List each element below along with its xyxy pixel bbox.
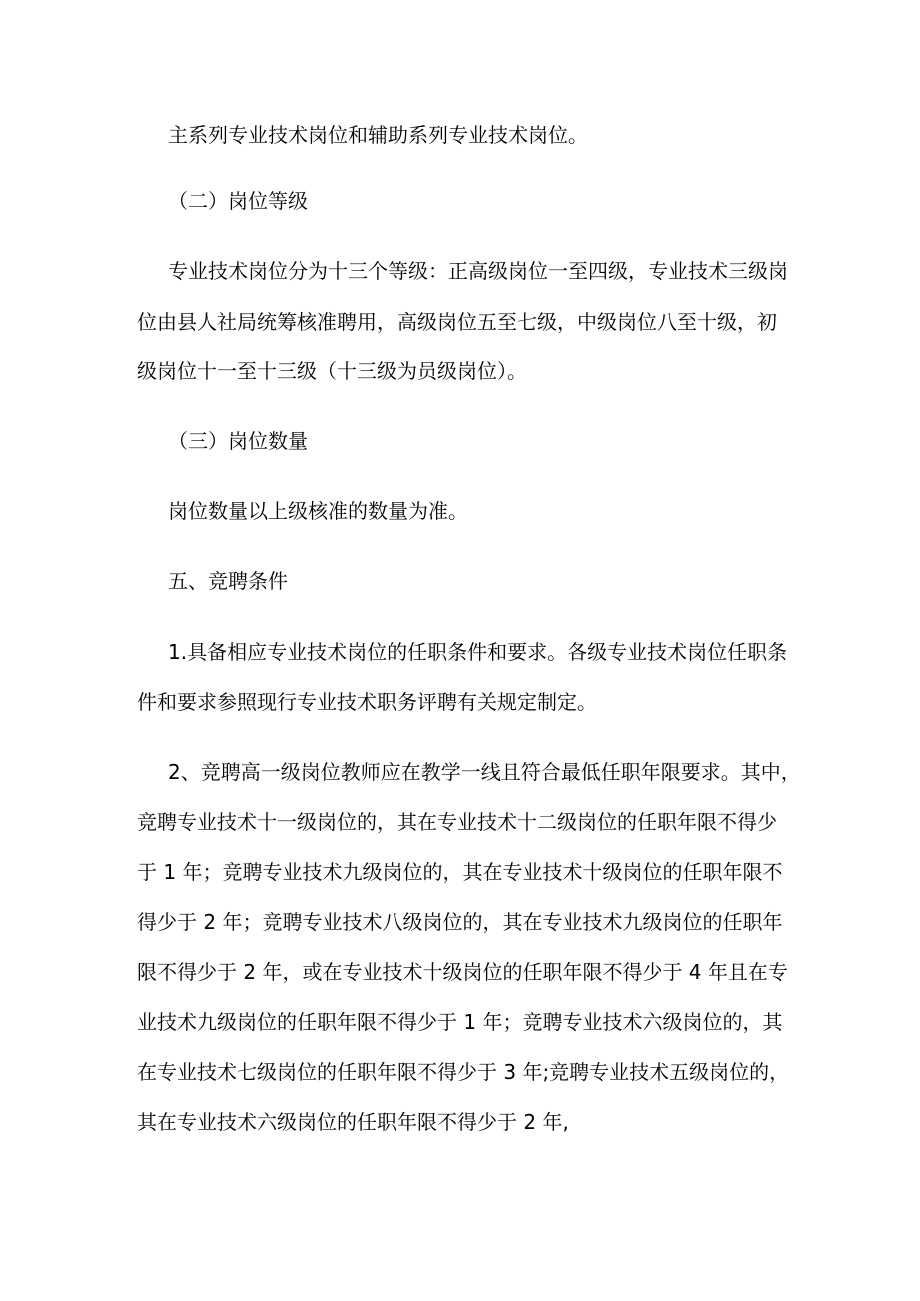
paragraph-line: 竞聘专业技术十一级岗位的，其在专业技术十二级岗位的任职年限不得少 [137,810,777,834]
paragraph-line: 位由县人社局统筹核准聘用，高级岗位五至七级，中级岗位八至十级，初 [137,310,777,334]
paragraph-line: 在专业技术七级岗位的任职年限不得少于 3 年;竞聘专业技术五级岗位的， [137,1060,790,1084]
paragraph-line: 级岗位十一至十三级（十三级为员级岗位）。 [137,359,527,383]
section-heading: （三）岗位数量 [168,429,308,453]
section-heading: （二）岗位等级 [168,189,308,213]
paragraph-line: 专业技术岗位分为十三个等级：正高级岗位一至四级，专业技术三级岗 [168,259,788,283]
paragraph-line: 2、竞聘高一级岗位教师应在教学一线且符合最低任职年限要求。其中， [168,760,801,784]
paragraph-line: 业技术九级岗位的任职年限不得少于 1 年；竞聘专业技术六级岗位的，其 [137,1010,783,1034]
paragraph-line: 岗位数量以上级核准的数量为准。 [168,499,468,523]
paragraph-line: 得少于 2 年；竞聘专业技术八级岗位的，其在专业技术九级岗位的任职年 [137,910,783,934]
paragraph-line: 限不得少于 2 年，或在专业技术十级岗位的任职年限不得少于 4 年且在专 [137,960,788,984]
paragraph-line: 件和要求参照现行专业技术职务评聘有关规定制定。 [137,690,597,714]
section-heading: 五、竞聘条件 [168,569,288,593]
paragraph-line: 主系列专业技术岗位和辅助系列专业技术岗位。 [168,123,588,147]
paragraph-line: 1.具备相应专业技术岗位的任职条件和要求。各级专业技术岗位任职条 [168,640,788,664]
paragraph-line: 其在专业技术六级岗位的任职年限不得少于 2 年, [137,1110,569,1134]
paragraph-line: 于 1 年；竞聘专业技术九级岗位的，其在专业技术十级岗位的任职年限不 [137,860,783,884]
